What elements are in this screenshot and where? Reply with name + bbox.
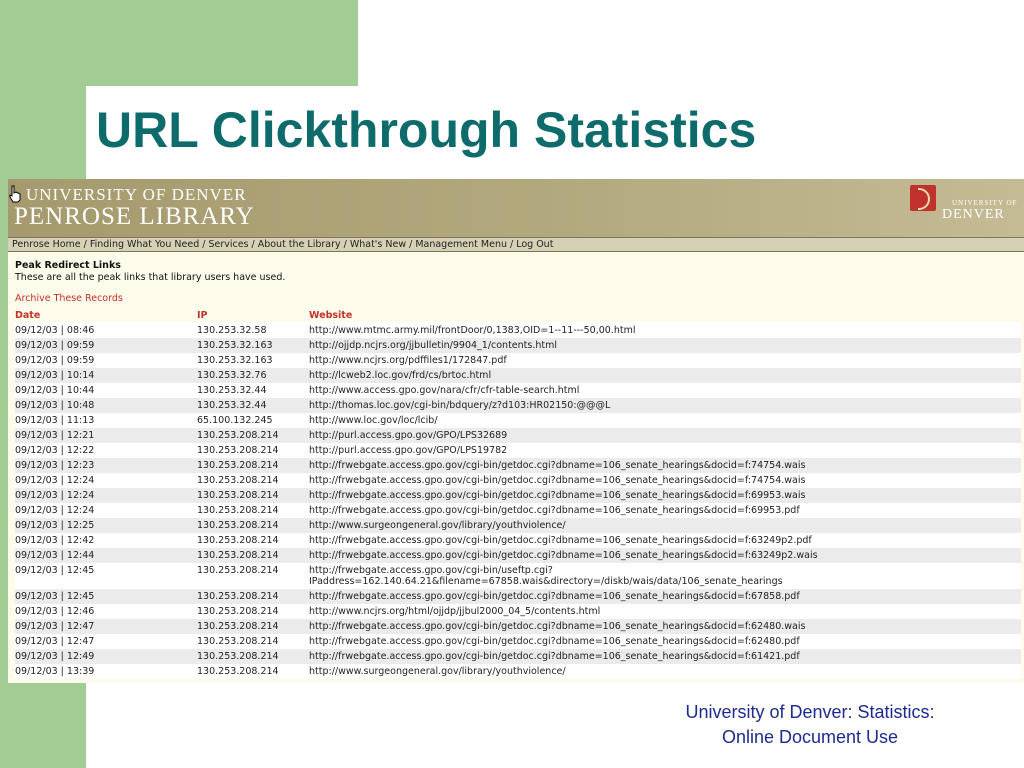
table-row [15,488,1021,503]
library-banner [8,179,1024,237]
row-date: 09/12/03 | 12:44 [15,548,197,563]
row-website[interactable]: http://frwebgate.access.gpo.gov/cgi-bin/getdoc.cgi?dbname=106_senate_hearings&docid=f:74754.wais [309,458,1021,473]
row-website[interactable]: http://frwebgate.access.gpo.gov/cgi-bin/getdoc.cgi?dbname=106_senate_hearings&docid=f:67858.pdf [309,589,1021,604]
slide-title: URL Clickthrough Statistics [96,102,757,158]
row-ip: 130.253.208.214 [197,443,309,458]
section-description: These are all the peak links that library users have used. [15,272,286,283]
row-date: 09/12/03 | 12:47 [15,619,197,634]
row-date: 09/12/03 | 11:13 [15,413,197,428]
nav-separator: / [83,239,87,250]
nav-separator: / [251,239,255,250]
table-row [15,533,1021,548]
row-website[interactable]: http://www.ncjrs.org/html/ojjdp/jjbul2000_04_5/contents.html [309,604,1021,619]
nav-separator: / [343,239,347,250]
row-website[interactable]: http://ojjdp.ncjrs.org/jjbulletin/9904_1/contents.html [309,338,1021,353]
row-website[interactable]: http://www.mtmc.army.mil/frontDoor/0,1383,OID=1--11---50,00.html [309,323,1021,339]
row-ip: 130.253.32.44 [197,398,309,413]
nav-link-log-out[interactable]: Log Out [516,239,554,250]
header-website: Website [309,308,1021,323]
nav-link-what-s-new[interactable]: What's New [349,239,407,250]
row-date: 09/12/03 | 12:21 [15,428,197,443]
row-ip: 65.100.132.245 [197,413,309,428]
row-website[interactable]: http://frwebgate.access.gpo.gov/cgi-bin/getdoc.cgi?dbname=106_senate_hearings&docid=f:74754.wais [309,473,1021,488]
table-row [15,338,1021,353]
banner-university-text: UNIVERSITY OF DENVER [26,185,247,204]
row-website[interactable]: http://lcweb2.loc.gov/frd/cs/brtoc.html [309,368,1021,383]
table-row [15,563,1021,589]
row-date: 09/12/03 | 12:45 [15,563,197,589]
nav-separator: / [202,239,206,250]
row-date: 09/12/03 | 12:42 [15,533,197,548]
row-ip: 130.253.208.214 [197,503,309,518]
row-ip: 130.253.208.214 [197,664,309,679]
header-ip: IP [197,308,309,323]
row-ip: 130.253.208.214 [197,604,309,619]
nav-separator: / [409,239,413,250]
row-ip: 130.253.208.214 [197,473,309,488]
row-date: 09/12/03 | 12:47 [15,634,197,649]
row-date: 09/12/03 | 12:23 [15,458,197,473]
table-row [15,619,1021,634]
row-website[interactable]: http://www.surgeongeneral.gov/library/youthviolence/ [309,664,1021,679]
hand-cursor-icon [8,185,22,203]
row-ip: 130.253.32.163 [197,338,309,353]
row-website[interactable] [309,563,1021,589]
row-date: 09/12/03 | 12:24 [15,473,197,488]
row-website[interactable]: http://thomas.loc.gov/cgi-bin/bdquery/z?d103:HR02150:@@@L [309,398,1021,413]
row-ip: 130.253.32.44 [197,383,309,398]
nav-link-penrose-home[interactable]: Penrose Home [12,239,81,250]
row-website[interactable]: http://www.loc.gov/loc/lcib/ [309,413,1021,428]
archive-records-link[interactable]: Archive These Records [15,293,123,304]
footer-line-2: Online Document Use [721,727,899,747]
row-date: 09/12/03 | 13:39 [15,664,197,679]
row-date: 09/12/03 | 12:49 [15,649,197,664]
row-date: 09/12/03 | 09:59 [15,353,197,368]
table-row [15,518,1021,533]
row-date: 09/12/03 | 12:46 [15,604,197,619]
table-row [15,604,1021,619]
du-logo-big-text: DENVER [942,207,1005,222]
table-row [15,413,1021,428]
row-website[interactable]: http://frwebgate.access.gpo.gov/cgi-bin/getdoc.cgi?dbname=106_senate_hearings&docid=f:69953.wais [309,488,1021,503]
table-row [15,634,1021,649]
du-logo-icon [910,185,936,211]
library-screenshot [8,179,1024,683]
table-row [15,443,1021,458]
row-website[interactable]: http://frwebgate.access.gpo.gov/cgi-bin/getdoc.cgi?dbname=106_senate_hearings&docid=f:69953.pdf [309,503,1021,518]
row-website[interactable]: http://frwebgate.access.gpo.gov/cgi-bin/getdoc.cgi?dbname=106_senate_hearings&docid=f:62480.wais [309,619,1021,634]
row-date: 09/12/03 | 10:48 [15,398,197,413]
table-row [15,503,1021,518]
nav-separator: / [510,239,514,250]
row-ip: 130.253.208.214 [197,533,309,548]
row-ip: 130.253.208.214 [197,563,309,589]
banner-library-text[interactable]: PENROSE LIBRARY [14,203,255,230]
table-row [15,548,1021,563]
nav-link-management-menu[interactable]: Management Menu [415,239,507,250]
table-row [15,649,1021,664]
row-website[interactable]: http://www.surgeongeneral.gov/library/youthviolence/ [309,518,1021,533]
table-row [15,368,1021,383]
row-ip: 130.253.208.214 [197,548,309,563]
table-row [15,323,1021,339]
row-date: 09/12/03 | 12:25 [15,518,197,533]
header-date: Date [15,308,197,323]
du-logo-small-text: UNIVERSITY OF [952,199,1018,207]
nav-bar [8,237,1024,252]
table-row [15,589,1021,604]
row-ip: 130.253.32.163 [197,353,309,368]
row-website[interactable]: http://frwebgate.access.gpo.gov/cgi-bin/getdoc.cgi?dbname=106_senate_hearings&docid=f:63249p2.pdf [309,533,1021,548]
slide-footer [640,700,980,750]
table-row [15,398,1021,413]
content-area [8,252,1024,679]
records-table [15,308,1021,679]
nav-link-finding-what-you-need[interactable]: Finding What You Need [89,239,200,250]
row-date: 09/12/03 | 12:22 [15,443,197,458]
row-ip: 130.253.208.214 [197,488,309,503]
row-ip: 130.253.208.214 [197,589,309,604]
row-ip: 130.253.208.214 [197,518,309,533]
footer-line-1: University of Denver: Statistics: [685,702,935,722]
row-website[interactable]: http://frwebgate.access.gpo.gov/cgi-bin/getdoc.cgi?dbname=106_senate_hearings&docid=f:63249p2.wais [309,548,1021,563]
row-ip: 130.253.208.214 [197,649,309,664]
row-ip: 130.253.32.58 [197,323,309,339]
table-row [15,428,1021,443]
website-line: http://frwebgate.access.gpo.gov/cgi-bin/useftp.cgi? [309,565,553,576]
table-row [15,473,1021,488]
row-date: 09/12/03 | 12:24 [15,488,197,503]
table-row [15,353,1021,368]
row-website[interactable]: http://purl.access.gpo.gov/GPO/LPS19782 [309,443,1021,458]
row-website[interactable]: http://www.access.gpo.gov/nara/cfr/cfr-table-search.html [309,383,1021,398]
nav-link-about-the-library[interactable]: About the Library [257,239,341,250]
row-ip: 130.253.208.214 [197,634,309,649]
row-date: 09/12/03 | 10:44 [15,383,197,398]
nav-link-services[interactable]: Services [208,239,249,250]
website-line: IPaddress=162.140.64.21&filename=67858.wais&directory=/diskb/wais/data/106_senate_hearings [309,576,783,587]
row-date: 09/12/03 | 12:24 [15,503,197,518]
table-header-row [15,308,1021,323]
row-ip: 130.253.32.76 [197,368,309,383]
row-website[interactable]: http://purl.access.gpo.gov/GPO/LPS32689 [309,428,1021,443]
row-ip: 130.253.208.214 [197,458,309,473]
row-date: 09/12/03 | 12:45 [15,589,197,604]
row-website[interactable]: http://www.ncjrs.org/pdffiles1/172847.pdf [309,353,1021,368]
table-row [15,664,1021,679]
row-date: 09/12/03 | 08:46 [15,323,197,339]
row-date: 09/12/03 | 10:14 [15,368,197,383]
row-ip: 130.253.208.214 [197,428,309,443]
row-website[interactable]: http://frwebgate.access.gpo.gov/cgi-bin/getdoc.cgi?dbname=106_senate_hearings&docid=f:62480.pdf [309,634,1021,649]
row-ip: 130.253.208.214 [197,619,309,634]
row-website[interactable]: http://frwebgate.access.gpo.gov/cgi-bin/getdoc.cgi?dbname=106_senate_hearings&docid=f:61421.pdf [309,649,1021,664]
table-row [15,383,1021,398]
table-row [15,458,1021,473]
section-heading: Peak Redirect Links [15,260,121,271]
row-date: 09/12/03 | 09:59 [15,338,197,353]
